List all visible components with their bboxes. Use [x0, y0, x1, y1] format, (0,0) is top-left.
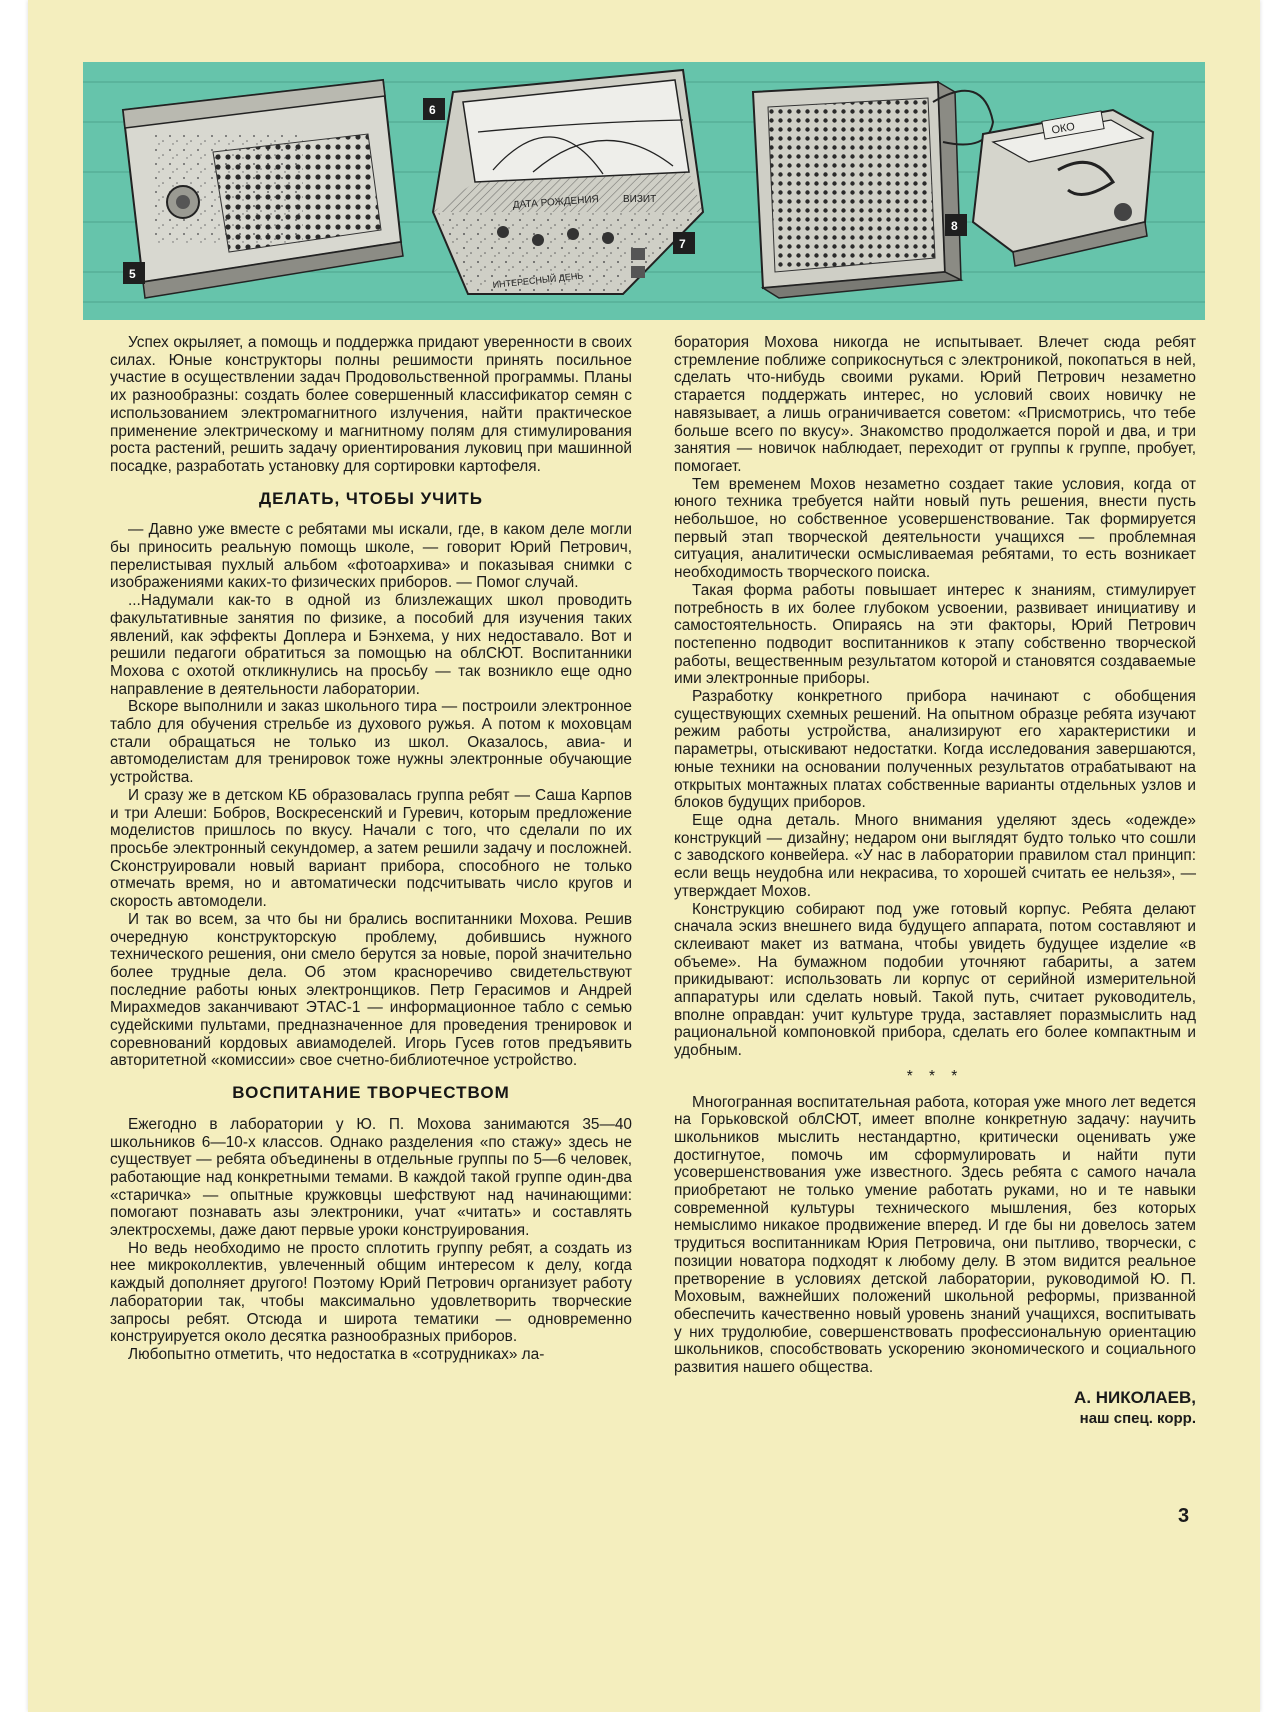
paragraph: Еще одна деталь. Много внимания уделяют здесь «одежде» конструкций — дизайну; недаром они выглядят будто только что сошли с заводского конвейера. «У нас в лаборатории правилом стал принцип: если вещь неудобна или некрасива, то хорошей считать ее нельзя», — утверждает Мохов. — [674, 811, 1196, 900]
device-5-radio — [123, 80, 403, 298]
paragraph: Ежегодно в лаборатории у Ю. П. Мохова занимаются 35—40 школьников 6—10-х классов. Однако разделения «по стажу» здесь не существует — ребята объединены в отдельные группы по 5—6 человек, работающие над конкретными темами. В каждой такой группе один-два «старичка» — опытные кружковцы шефствуют над начинающими: помогают познавать азы электроники, учат «читать» и составлять электросхемы, даже дают первые уроки конструирования. — [110, 1115, 632, 1240]
paragraph: ...Надумали как-то в одной из близлежащих школ проводить факультативные занятия по физике, а пособий для изучения таких явлений, как эффекты Доплера и Бэнхема, у них недоставало. Вот и решили педагоги обратиться за помощью на облСЮТ. Воспитанники Мохова с охотой откликнулись на просьбу — так возникло еще одно направление в деятельности лаборатории. — [110, 592, 632, 698]
device-8-text: ОКО — [1050, 120, 1076, 137]
paragraph: И так во всем, за что бы ни брались воспитанники Мохова. Решив очередную конструкторскую проблему, добившись нужного технического решения, они смело берутся за новые, порой значительно более трудные дела. Об этом красноречиво свидетельствуют последние работы юных электронщиков. Петр Герасимов и Андрей Мирахмедов заканчивают ЭТАС-1 — информационное табло с семью судейскими пультами, предназначенное для проведения тренировок и соревнований кордовых авиамоделей. Игорь Гусев готов предъявить авторитетной «комиссии» свое счетно-библиотечное устройство. — [110, 910, 632, 1070]
badge-6 — [423, 98, 445, 120]
section-heading-creativity: ВОСПИТАНИЕ ТВОРЧЕСТВОМ — [232, 1083, 510, 1103]
svg-text:6: 6 — [429, 103, 436, 117]
svg-text:7: 7 — [679, 237, 686, 251]
device-6-panel — [433, 70, 703, 294]
section-heading-learn: ДЕЛАТЬ, ЧТОБЫ УЧИТЬ — [259, 488, 483, 508]
author-name: А. НИКОЛАЕВ, — [1074, 1387, 1196, 1407]
svg-text:8: 8 — [951, 219, 958, 233]
paragraph: Любопытно отметить, что недостатка в «сотрудниках» ла- — [128, 1345, 545, 1363]
device-7-box — [753, 82, 993, 298]
devices-illustration — [83, 62, 1205, 320]
right-column — [674, 334, 1196, 1429]
paragraph: И сразу же в детском КБ образовалась группа ребят — Саша Карпов и три Алеши: Бобров, Воскресенский и Гуревич, которым предложение моделистов пришлось по вкусу. Начали с того, что сделали по их просьбе электронный секундомер, а затем решили задачу и посложней. Сконструировали новый вариант прибора, способного не только отмечать время, но и автоматически подсчитывать число кругов и скорость автомодели. — [110, 786, 632, 911]
device-6-bottom-text: ИНТЕРЕСНЫЙ ДЕНЬ — [492, 270, 584, 290]
paragraph: боратория Мохова никогда не испытывает. Влечет сюда ребят стремление поближе соприкоснуться с электроникой, покопаться в ней, сделать что-нибудь своими руками. Юрий Петрович незаметно старается поддержать интерес, но условий своих новичку не навязывает, а лишь ограничивается советом: «Присмотрись, что тебе больше всего по вкусу». Знакомство продолжается порой и два, и три занятия — новичок наблюдает, переходит от группы к группе, пробует, помогает. — [674, 334, 1196, 475]
device-6-button-text: ВИЗИТ — [623, 194, 657, 205]
paragraph: Но ведь необходимо не просто сплотить группу ребят, а создать из нее микроколлектив, увлеченный общим интересом к делу, когда каждый дополняет другого! Поэтому Юрий Петрович организует работу лаборатории так, чтобы максимально удовлетворить творческие запросы ребят. Отсюда и широта тематики — одновременно конструируется около десятка разнообразных приборов. — [110, 1239, 632, 1346]
devices-drawing — [83, 62, 1205, 320]
paragraph: — Давно уже вместе с ребятами мы искали, где, в каком деле могли бы приносить реальную помощь школе, — говорит Юрий Петрович, перелистывая пухлый альбом «фотоархива» и показывая снимки с изображениями каких-то физических приборов. — Помог случай. — [110, 521, 632, 592]
page-number: 3 — [1178, 1505, 1190, 1527]
paragraph: Такая форма работы повышает интерес к знаниям, стимулирует потребность в их более глубоком усвоении, развивает инициативу и самостоятельность. Опираясь на эти факторы, Юрий Петрович постепенно подводит воспитанников к этапу собственно творческой работы, вещественным результатом которой и становятся создаваемые ими электронные приборы. — [674, 581, 1196, 688]
badge-5 — [123, 262, 145, 284]
author-role: наш спец. корр. — [1079, 1409, 1196, 1427]
magazine-page — [28, 0, 1260, 1712]
intro-paragraph: Успех окрыляет, а помощь и поддержка придают уверенности в своих силах. Юные конструкторы полны решимости принять посильное участие в осуществлении задач Продовольственной программы. Планы их разнообразны: создать более совершенный классификатор семян с использованием электромагнитного излучения, найти практическое применение электрическому и магнитному полям для стимулирования роста растений, решить задачу ориентирования луковиц при машинной посадке, разработать установку для сортировки картофеля. — [110, 334, 632, 475]
badge-7 — [673, 232, 695, 254]
svg-text:5: 5 — [129, 267, 136, 281]
paragraph: Конструкцию собирают под уже готовый корпус. Ребята делают сначала эскиз внешнего вида будущего аппарата, потом составляют и склеивают макет из ватмана, чтобы увидеть будущее изделие «в объеме». На бумажном подобии уточняют габариты, а затем прикидывают: использовать ли корпус от серийной измерительной аппаратуры или сделать новый. Такой путь, считает руководитель, вполне оправдан: учит культуре труда, заставляет поразмыслить над рациональной компоновкой прибора, сделать его более компактным и удобным. — [674, 900, 1196, 1060]
paragraph: Вскоре выполнили и заказ школьного тира — построили электронное табло для обучения стрельбе из духового ружья. А потом к моховцам стали обращаться не только из школ. Оказалось, авиа- и автомоделистам для тренировок тоже нужны электронные обучающие устройства. — [110, 698, 632, 787]
paragraph: Разработку конкретного прибора начинают с обобщения существующих схемных решений. На опытном образце ребята изучают режим работы устройства, анализируют его характеристики и параметры, отыскивают недостатки. Когда исследования завершаются, юные техники на основании полученных результатов отрабатывают на открытых монтажных платах собственные варианты отдельных узлов и блоков будущих приборов. — [674, 688, 1196, 812]
paragraph: Многогранная воспитательная работа, которая уже много лет ведется на Горьковской облСЮТ, имеет вполне конкретную задачу: научить школьников мыслить нестандартно, критически оценивать уже достигнутое, помочь им сформулировать и найти пути усовершенствования уже известного. Здесь ребята с самого начала приобретают не только умение работать руками, но и те навыки современной культуры технического мышления, без которых немыслимо никакое продвижение вперед. И где бы ни довелось затем трудиться воспитанникам Юрия Петровича, они пытливо, творчески, с позиции новатора подходят к любому делу. В этом видится реальное претворение в условиях детской лаборатории, руководимой Ю. П. Моховым, важнейших положений школьной реформы, призванной обеспечить качественно новый уровень знаний учащихся, воспитывать у них трудолюбие, совершенствовать профессиональную ориентацию школьников, способствовать ускорению экономического и социального развития нашего общества. — [674, 1093, 1196, 1377]
device-6-panel-text: ДАТА РОЖДЕНИЯ — [512, 194, 600, 211]
paragraph: Тем временем Мохов незаметно создает такие условия, когда от юного техника требуется найти новый путь решения, внести пусть небольшое, но собственное усовершенствование. Так формируется первый этап творческой деятельности учащихся — проблемная ситуация, аналитически осмысливаемая ребятами, то есть возникает необходимость творческого поиска. — [674, 475, 1196, 582]
device-8-instrument — [973, 110, 1153, 266]
badge-8 — [945, 214, 967, 236]
section-divider-stars: * * * — [906, 1067, 964, 1085]
left-column — [110, 334, 632, 1364]
